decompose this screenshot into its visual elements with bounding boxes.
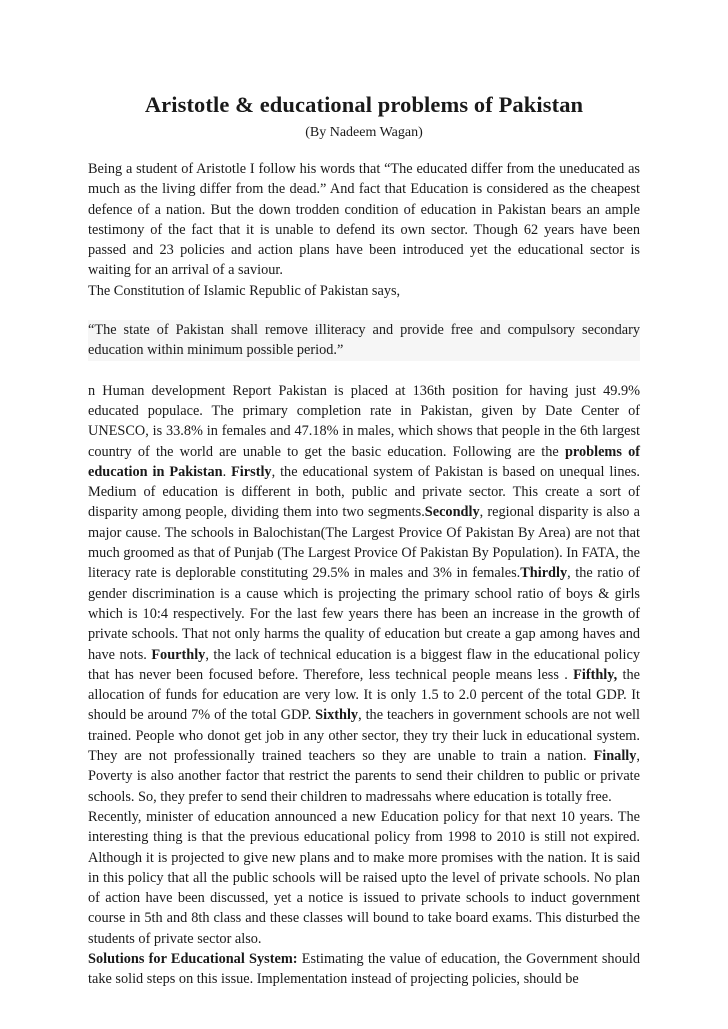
sixthly-label: Sixthly bbox=[315, 707, 359, 724]
body-text-1: n Human development Report Pakistan is placed at 136th position for having just 49.9% educated populace. The primary completion rate in Pakistan, given by Date Center of UNESCO, is 33.8% in females and 47.18% in males, which shows that people in the 6th largest country of the world are unable to get the basic education. Following are the bbox=[88, 382, 640, 460]
constitution-line: The Constitution of Islamic Republic of Pakistan says, bbox=[88, 282, 401, 299]
body-text-8: , the teachers in government schools are not well trained. People who donot get job in any other sector, they try their luck in educational system. They are not professionally trained teachers so they are unable to train a nation. bbox=[88, 707, 640, 765]
body-text-9: , Poverty is also another factor that restrict the parents to send their children to public or private schools. So, they prefer to send their children to madressahs where education is totally free. bbox=[88, 748, 640, 805]
problems-heading: problems of education in Pakistan bbox=[88, 443, 640, 480]
body-text-6: , the lack of technical education is a biggest flaw in the educational policy that has never been focused before. Therefore, less technical people means less . bbox=[88, 646, 640, 683]
fifthly-label: Fifthly, bbox=[573, 666, 618, 683]
secondly-label: Secondly bbox=[424, 504, 480, 521]
fourthly-label: Fourthly bbox=[151, 646, 206, 663]
body-text-7: the allocation of funds for education are very low. It is only 1.5 to 2.0 percent of the total GDP. It should be around 7% of the total GDP. bbox=[88, 666, 640, 724]
intro-text: Being a student of Aristotle I follow his words that “The educated differ from the uneducated as much as the living differ from the dead.” And fact that Education is considered as the cheapest defence of a nation. But the down trodden condition of education in Pakistan bears an ample testimony of the fact that it is unable to defend its own sector. Though 62 years have been passed and 23 policies and action plans have been introduced yet the educational sector is waiting for an arrival of a saviour. bbox=[88, 161, 640, 279]
firstly-label: Firstly bbox=[231, 463, 272, 480]
body-text-5: , the ratio of gender discrimination is a cause which is projecting the primary school ratio of boys & girls which is 10:4 respectively. For the last few years there has been an increase in the growth of private schools. That not only harms the quality of education but create a gap among haves and have nots. bbox=[88, 565, 640, 663]
recent-policy-text: Recently, minister of education announced a new Education policy for that next 10 years. The interesting thing is that the previous educational policy from 1998 to 2010 is still not expired. Although it is projected to give new plans and to make more promises with the nation. It is said in this policy that all the public schools will be raised upto the level of private schools. No plan of action have been discussed, yet a notice is issued to private schools to induct government course in 5th and 8th class and these classes will bound to take board exams. This disturbed the students of private sector also. bbox=[88, 808, 640, 947]
body-text-2: . bbox=[222, 463, 232, 480]
author-byline: (By Nadeem Wagan) bbox=[305, 125, 423, 140]
constitution-quote: “The state of Pakistan shall remove illiteracy and provide free and compulsory secondary education within minimum possible period.” bbox=[88, 320, 640, 361]
solutions-heading: Solutions for Educational System: bbox=[88, 950, 298, 967]
intro-paragraph bbox=[88, 159, 640, 301]
body-text-3: , the educational system of Pakistan is based on unequal lines. Medium of education is different in both, public and private sector. This create a sort of disparity among people, dividing them into two segments. bbox=[88, 463, 640, 521]
solutions-text: Estimating the value of education, the Government should take solid steps on this issue. Implementation instead of projecting policies, should be bbox=[88, 950, 640, 988]
body-text-4: , regional disparity is also a major cause. The schools in Balochistan(The Largest Provice Of Pakistan By Area) are not that much groomed as that of Punjab (The Largest Provice Of Pakistan By Population). In FATA, the literacy rate is deplorable constituting 29.5% in males and 3% in females. bbox=[88, 504, 640, 582]
finally-label: Finally bbox=[593, 748, 637, 765]
article-title: Aristotle & educational problems of Pakistan bbox=[144, 92, 584, 117]
body-paragraph bbox=[88, 381, 640, 990]
thirdly-label: Thirdly bbox=[520, 565, 568, 582]
